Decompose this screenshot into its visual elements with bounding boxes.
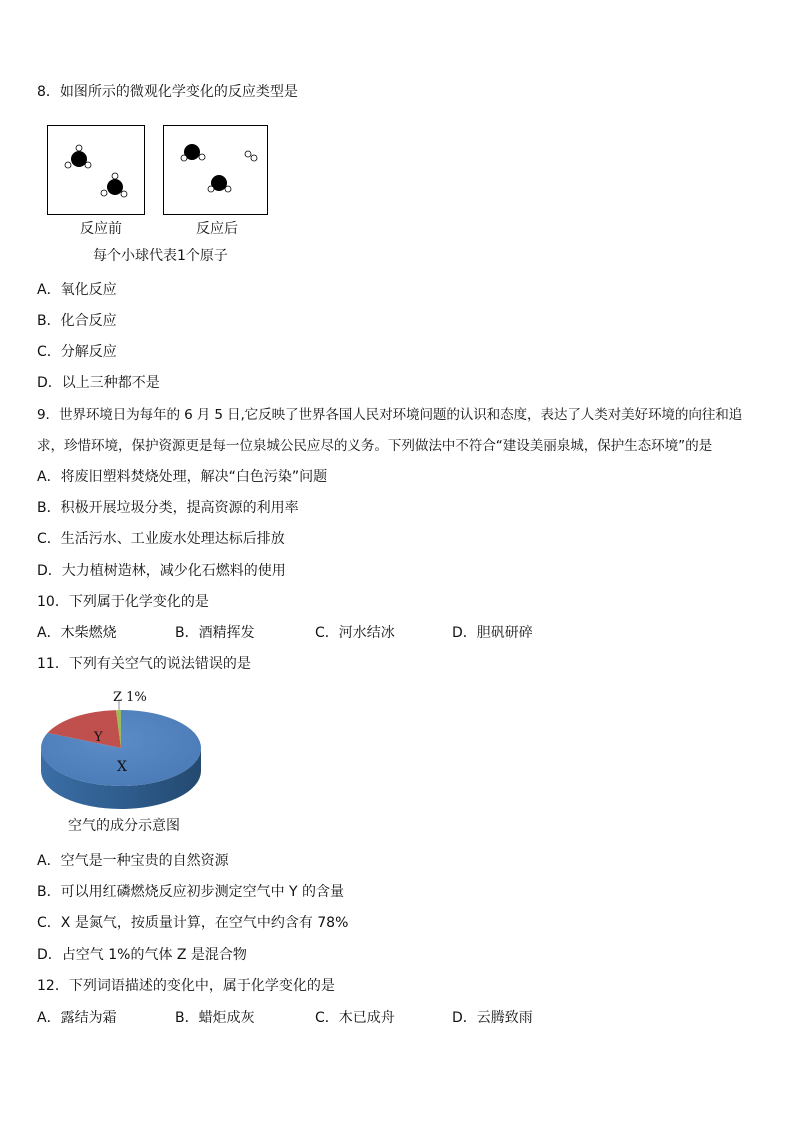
after-molecules-diagram <box>164 126 267 214</box>
q10-stem: 10．下列属于化学变化的是 <box>37 594 209 610</box>
q11-option-a[interactable]: A．空气是一种宝贵的自然资源 <box>37 853 229 869</box>
chart-caption: 空气的成分示意图 <box>68 818 180 834</box>
q11-option-c[interactable]: C．X 是氮气，按质量计算，在空气中约含有 78% <box>37 915 349 931</box>
y-slice-label: Y <box>94 730 103 745</box>
q12-option-b[interactable]: B．蜡炬成灰 <box>175 1010 255 1026</box>
q10-option-b[interactable]: B．酒精挥发 <box>175 625 255 641</box>
q12-options <box>37 1008 757 1028</box>
after-reaction-label: 反应后 <box>196 221 238 237</box>
q11-option-b[interactable]: B．可以用红磷燃烧反应初步测定空气中 Y 的含量 <box>37 884 345 900</box>
q8-option-c[interactable]: C．分解反应 <box>37 344 117 360</box>
before-reaction-box <box>47 125 145 215</box>
q11-stem: 11．下列有关空气的说法错误的是 <box>37 656 251 672</box>
q12-option-c[interactable]: C．木已成舟 <box>315 1010 395 1026</box>
q8-option-d[interactable]: D．以上三种都不是 <box>37 375 160 391</box>
atom-legend-caption: 每个小球代表1个原子 <box>93 248 228 264</box>
q8-option-b[interactable]: B．化合反应 <box>37 313 117 329</box>
q11-option-d[interactable]: D．占空气 1%的气体 Z 是混合物 <box>37 947 247 963</box>
q10-option-c[interactable]: C．河水结冰 <box>315 625 395 641</box>
q9-option-c[interactable]: C．生活污水、工业废水处理达标后排放 <box>37 531 285 547</box>
air-composition-pie-chart <box>35 686 210 821</box>
q9-stem-line2: 求，珍惜环境，保护资源更是每一位泉城公民应尽的义务。下列做法中不符合“建设美丽泉城，保护生态环境”的是 <box>37 438 713 454</box>
q9-option-b[interactable]: B．积极开展垃圾分类，提高资源的利用率 <box>37 500 299 516</box>
q10-options <box>37 623 757 643</box>
before-molecules-diagram <box>48 126 144 214</box>
q12-option-a[interactable]: A．露结为霜 <box>37 1010 117 1026</box>
q12-option-d[interactable]: D．云腾致雨 <box>452 1010 533 1026</box>
z-slice-label: Z 1% <box>113 690 147 705</box>
before-reaction-label: 反应前 <box>80 221 122 237</box>
q10-option-a[interactable]: A．木柴燃烧 <box>37 625 117 641</box>
after-reaction-box <box>163 125 268 215</box>
q8-option-a[interactable]: A．氧化反应 <box>37 282 117 298</box>
q9-option-d[interactable]: D．大力植树造林，减少化石燃料的使用 <box>37 563 286 579</box>
x-slice-label: X <box>117 759 127 775</box>
q8-stem: 8．如图所示的微观化学变化的反应类型是 <box>37 84 298 100</box>
q12-stem: 12．下列词语描述的变化中，属于化学变化的是 <box>37 978 335 994</box>
q10-option-d[interactable]: D．胆矾研碎 <box>452 625 533 641</box>
q9-option-a[interactable]: A．将废旧塑料焚烧处理，解决“白色污染”问题 <box>37 469 328 485</box>
q9-stem-line1: 9．世界环境日为每年的 6 月 5 日,它反映了世界各国人民对环境问题的认识和态度，表达了人类对美好环境的向往和追 <box>37 407 743 423</box>
